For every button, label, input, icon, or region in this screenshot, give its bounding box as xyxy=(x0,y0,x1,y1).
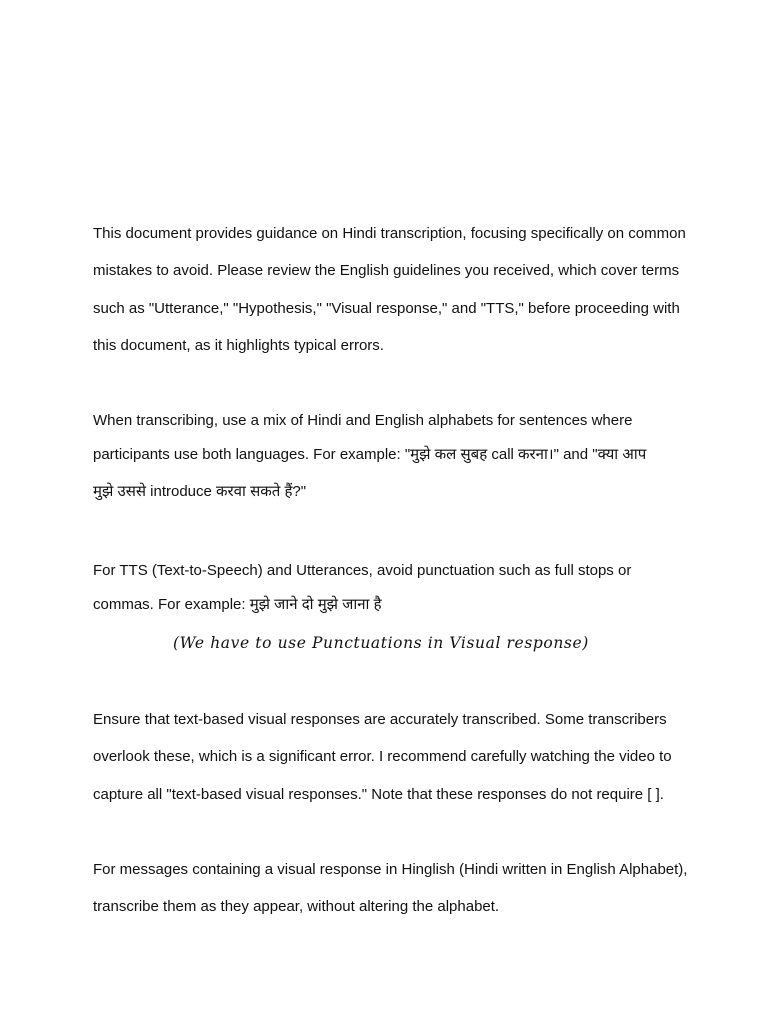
text-line: मुझे उससे introduce करवा सकते हैं?" xyxy=(93,483,307,500)
text-line: For messages containing a visual response in Hinglish (Hindi written in English Alphabet), xyxy=(93,861,688,878)
text-line: mistakes to avoid. Please review the English guidelines you received, which cover terms xyxy=(93,262,680,279)
text-line: transcribe them as they appear, without altering the alphabet. xyxy=(93,898,500,915)
text-line: participants use both languages. For example: "मुझे कल सुबह call करना।" and "क्या आप xyxy=(93,446,647,463)
text-line: For TTS (Text-to-Speech) and Utterances, avoid punctuation such as full stops or xyxy=(93,562,632,579)
text-line: This document provides guidance on Hindi transcription, focusing specifically on common xyxy=(93,225,686,242)
text-line: capture all "text-based visual responses." Note that these responses do not require [ ]. xyxy=(93,786,664,803)
text-line: overlook these, which is a significant error. I recommend carefully watching the video to xyxy=(93,748,672,765)
text-line: such as "Utterance," "Hypothesis," "Visual response," and "TTS," before proceeding with xyxy=(93,300,680,317)
text-line: commas. For example: मुझे जाने दो मुझे जाना है xyxy=(93,596,382,613)
punctuation-note: (We have to use Punctuations in Visual response) xyxy=(173,634,589,652)
text-line: this document, as it highlights typical errors. xyxy=(93,337,384,354)
text-line: When transcribing, use a mix of Hindi and English alphabets for sentences where xyxy=(93,412,633,429)
text-line: Ensure that text-based visual responses are accurately transcribed. Some transcribers xyxy=(93,711,667,728)
